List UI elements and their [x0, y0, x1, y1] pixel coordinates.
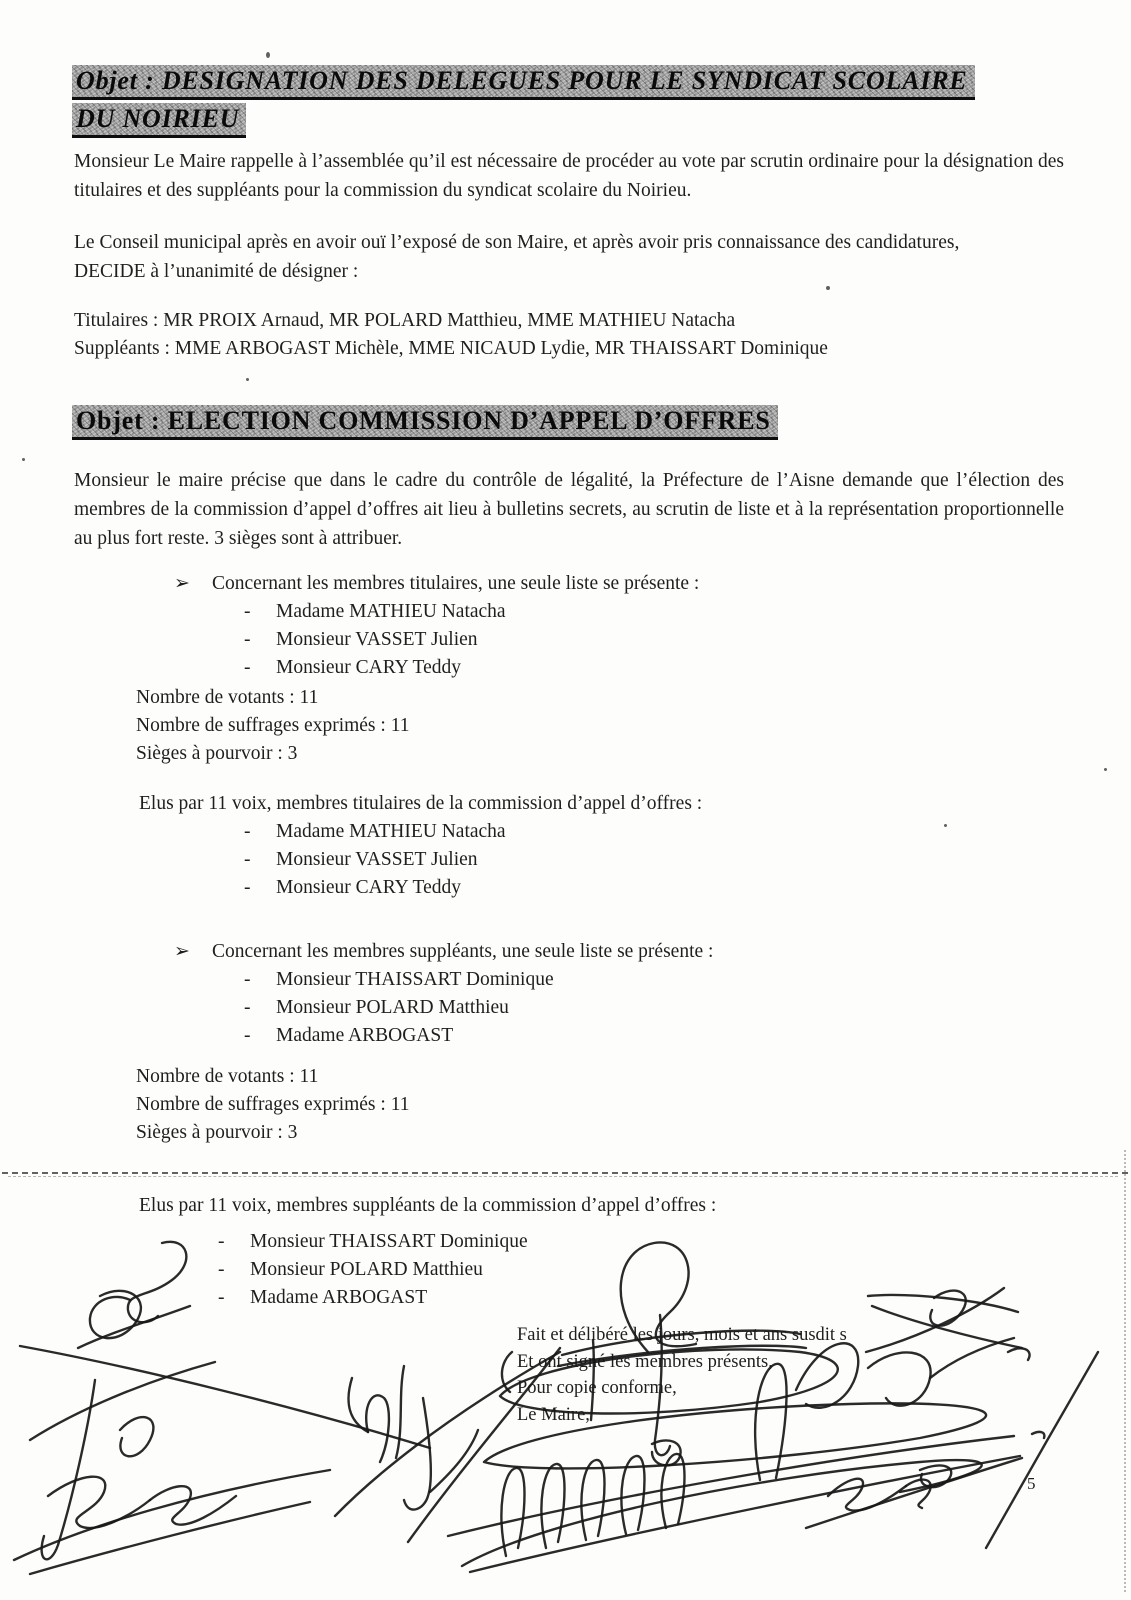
closing-line-2: Et ont signé les membres présents, — [517, 1351, 773, 1372]
scan-divider-line — [2, 1172, 1128, 1174]
dash-bullet-icon: - — [244, 601, 251, 622]
scan-edge-dotted-line — [1124, 1150, 1126, 1592]
closing-line-4: Le Maire, — [517, 1404, 590, 1425]
paragraph-conseil-decide: Le Conseil municipal après en avoir ouï l’exposé de son Maire, et après avoir pris connaissance des candidatures, DECIDE à l’unanimité de désigner : — [74, 232, 960, 282]
scan-divider-line-2 — [8, 1176, 1118, 1177]
scan-speck — [246, 378, 249, 381]
closing-block — [517, 1322, 937, 1428]
line-elus-titulaires: Elus par 11 voix, membres titulaires de la commission d’appel d’offres : — [139, 793, 703, 814]
heading-noirieu-text: Objet : DESIGNATION DES DELEGUES POUR LE SYNDICAT SCOLAIRE DU NOIRIEU — [72, 65, 975, 138]
line-suppleants: Suppléants : MME ARBOGAST Michèle, MME NICAUD Lydie, MR THAISSART Dominique — [74, 338, 828, 359]
line-votants-2: Nombre de votants : 11 — [136, 1066, 319, 1087]
list-item — [244, 653, 461, 682]
signature-bottom-left — [14, 1346, 430, 1574]
dash-bullet-icon: - — [218, 1231, 225, 1252]
list-item — [244, 845, 478, 874]
paragraph-prefecture: Monsieur le maire précise que dans le cadre du contrôle de légalité, la Préfecture de l’Aisne demande que l’élection des membres de la commission d’appel d’offres ait lieu à bulletins secrets, au scrutin de liste et à la représentation proportionnelle au plus fort reste. 3 sièges sont à attribuer. — [74, 470, 1064, 549]
list-item — [244, 993, 509, 1022]
closing-line-1: Fait et délibéré les jours, mois et ans susdit s — [517, 1325, 847, 1345]
scan-speck — [944, 824, 947, 827]
list-item-text: Madame ARBOGAST — [276, 1025, 454, 1046]
scan-speck — [22, 458, 25, 461]
signature-center-scribble — [448, 1436, 1020, 1572]
dash-bullet-icon: - — [244, 657, 251, 678]
line-sieges-2: Sièges à pourvoir : 3 — [136, 1122, 298, 1143]
list-item-text: Monsieur POLARD Matthieu — [250, 1259, 483, 1280]
heading-appel-offres — [72, 402, 778, 440]
dash-bullet-icon: - — [218, 1259, 225, 1280]
list-item — [244, 817, 506, 846]
list-item — [218, 1255, 483, 1284]
list-item — [218, 1227, 528, 1256]
list-item-text: Monsieur POLARD Matthieu — [276, 997, 509, 1018]
list-item-text: Monsieur CARY Teddy — [276, 877, 461, 898]
list-item-text: Monsieur VASSET Julien — [276, 849, 478, 870]
bullet-suppleants-intro: Concernant les membres suppléants, une seule liste se présente : — [212, 941, 714, 962]
list-item — [244, 625, 478, 654]
dash-bullet-icon: - — [244, 629, 251, 650]
list-item — [244, 965, 554, 994]
bullet-titulaires-intro: Concernant les membres titulaires, une seule liste se présente : — [212, 573, 700, 594]
list-item — [244, 1021, 453, 1050]
arrow-bullet-icon: ➢ — [174, 573, 190, 594]
heading-noirieu — [72, 62, 987, 138]
list-item — [244, 873, 461, 902]
line-suffrages-1: Nombre de suffrages exprimés : 11 — [136, 715, 410, 736]
line-titulaires: Titulaires : MR PROIX Arnaud, MR POLARD Matthieu, MME MATHIEU Natacha — [74, 310, 736, 331]
closing-line-3: Pour copie conforme, — [517, 1378, 677, 1398]
bullet-suppleants — [174, 937, 994, 966]
list-item — [218, 1283, 427, 1312]
page-number: 5 — [1027, 1474, 1036, 1493]
list-item-text: Monsieur THAISSART Dominique — [250, 1231, 528, 1252]
line-suffrages-2: Nombre de suffrages exprimés : 11 — [136, 1094, 410, 1115]
dash-bullet-icon: - — [218, 1287, 225, 1308]
scan-speck — [826, 286, 830, 290]
dash-bullet-icon: - — [244, 997, 251, 1018]
dash-bullet-icon: - — [244, 877, 251, 898]
list-item-text: Madame MATHIEU Natacha — [276, 601, 506, 622]
scan-speck — [266, 52, 270, 58]
bullet-titulaires — [174, 569, 994, 598]
paragraph-vote-scrutin: Monsieur Le Maire rappelle à l’assemblée qu’il est nécessaire de procéder au vote par scrutin ordinaire pour la désignation des titulaires et des suppléants pour la commission du syndicat scolaire du Noirieu. — [74, 151, 1064, 201]
line-elus-suppleants: Elus par 11 voix, membres suppléants de la commission d’appel d’offres : — [139, 1195, 717, 1216]
list-item — [244, 597, 506, 626]
list-item-text: Madame MATHIEU Natacha — [276, 821, 506, 842]
arrow-bullet-icon: ➢ — [174, 941, 190, 962]
list-item-text: Madame ARBOGAST — [250, 1287, 428, 1308]
dash-bullet-icon: - — [244, 969, 251, 990]
signature-top-left — [78, 1242, 190, 1348]
heading-appel-offres-text: Objet : ELECTION COMMISSION D’APPEL D’OFFRES — [72, 405, 778, 440]
list-item-text: Monsieur CARY Teddy — [276, 657, 461, 678]
list-item-text: Monsieur THAISSART Dominique — [276, 969, 554, 990]
dash-bullet-icon: - — [244, 849, 251, 870]
dash-bullet-icon: - — [244, 821, 251, 842]
scan-speck — [1104, 768, 1107, 771]
dash-bullet-icon: - — [244, 1025, 251, 1046]
line-sieges-1: Sièges à pourvoir : 3 — [136, 743, 298, 764]
line-votants-1: Nombre de votants : 11 — [136, 687, 319, 708]
list-item-text: Monsieur VASSET Julien — [276, 629, 478, 650]
